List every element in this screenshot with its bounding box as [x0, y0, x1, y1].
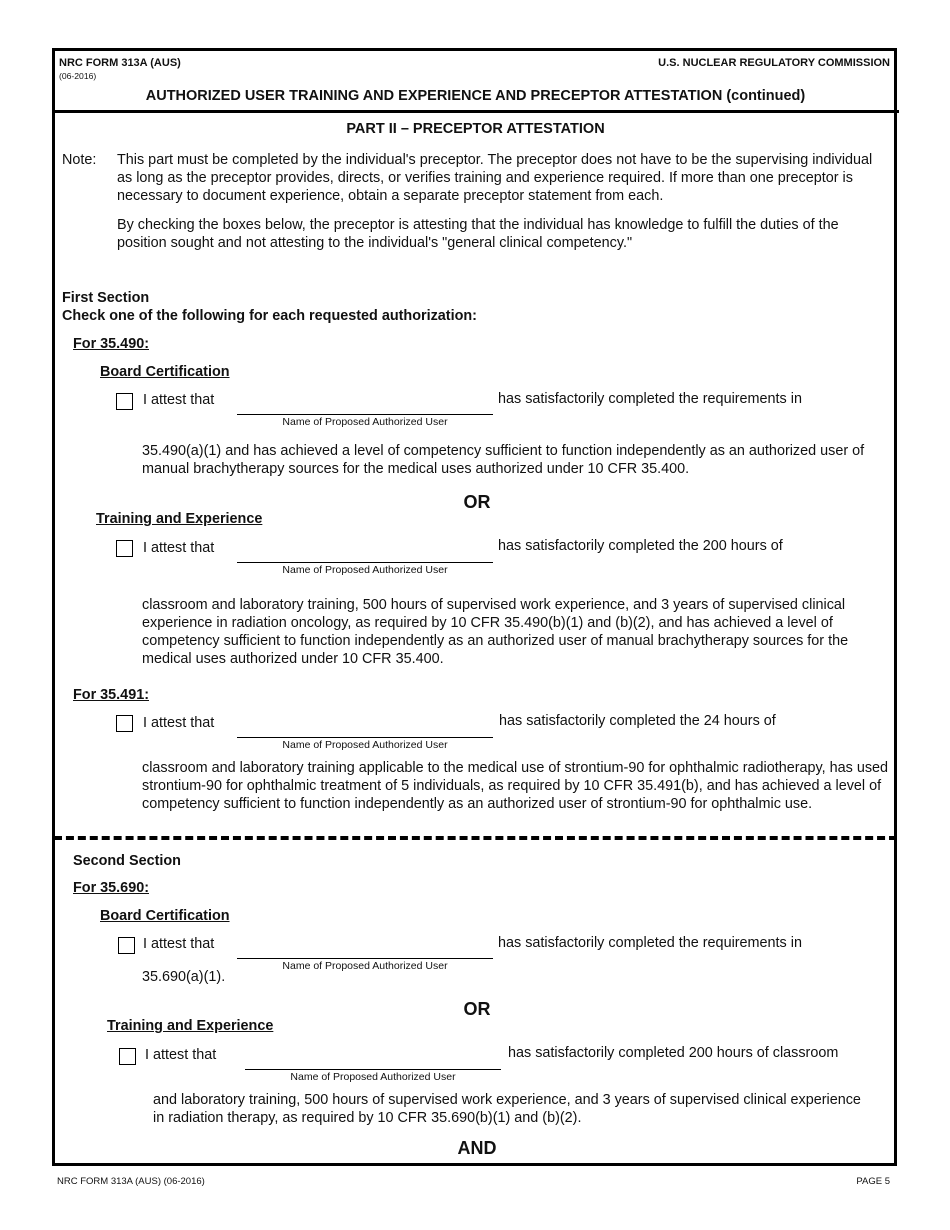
- checkbox-491[interactable]: [116, 715, 133, 732]
- training-body-690: and laboratory training, 500 hours of supervised work experience, and 3 years of supervised clinical experience in radiation therapy, as required by 10 CFR 35.690(b)(1) and (b)(2).: [153, 1092, 861, 1126]
- name-caption: Name of Proposed Authorized User: [282, 739, 448, 751]
- board-tail-690: has satisfactorily completed the requirements in: [498, 935, 802, 951]
- name-caption: Name of Proposed Authorized User: [282, 960, 448, 972]
- heading-35-491: For 35.491:: [73, 687, 149, 703]
- board-body-690: 35.690(a)(1).: [142, 969, 226, 985]
- attest-label: I attest that: [143, 715, 215, 731]
- form-id: NRC FORM 313A (AUS): [59, 57, 181, 69]
- heading-35-490: For 35.490:: [73, 336, 149, 352]
- training-experience-heading-490: Training and Experience: [96, 511, 263, 527]
- attest-label: I attest that: [143, 540, 215, 556]
- agency-name: U.S. NUCLEAR REGULATORY COMMISSION: [658, 57, 890, 69]
- name-field-490-training[interactable]: [237, 562, 493, 563]
- or-divider: OR: [463, 999, 491, 1019]
- board-certification-heading-490: Board Certification: [100, 364, 230, 380]
- second-section-title: Second Section: [73, 853, 181, 869]
- form-date: (06-2016): [59, 71, 97, 81]
- training-tail-490: has satisfactorily completed the 200 hours of: [498, 538, 783, 554]
- name-caption: Name of Proposed Authorized User: [282, 564, 448, 576]
- attest-label: I attest that: [145, 1047, 217, 1063]
- note-paragraph-1: This part must be completed by the individual's preceptor. The preceptor does not have to be the supervising individual as long as the preceptor provides, directs, or verifies training and experience required. If more than one preceptor is necessary to document experience, obtain a separate preceptor statement from each.: [117, 152, 873, 204]
- section-divider: [54, 836, 897, 840]
- checkbox-490-board[interactable]: [116, 393, 133, 410]
- name-caption: Name of Proposed Authorized User: [290, 1071, 456, 1083]
- checkbox-690-training[interactable]: [119, 1048, 136, 1065]
- page-number: PAGE 5: [856, 1176, 890, 1187]
- footer-form-id: NRC FORM 313A (AUS) (06-2016): [57, 1176, 205, 1187]
- board-certification-heading-690: Board Certification: [100, 908, 230, 924]
- note-paragraph-2: By checking the boxes below, the preceptor is attesting that the individual has knowledge to fulfill the duties of the position sought and not attesting to the individual's "general clinical competency.": [117, 217, 839, 251]
- first-section-instruction: Check one of the following for each requested authorization:: [62, 308, 477, 324]
- tail-491: has satisfactorily completed the 24 hours of: [499, 713, 776, 729]
- training-body-490: classroom and laboratory training, 500 hours of supervised work experience, and 3 years of supervised clinical experience in radiation oncology, as required by 10 CFR 35.490(b)(1) and (b)(2), and has achieved a level of competency sufficient to function independently as an authorized user of manual brachytherapy sources for the medical uses authorized under 10 CFR 35.400.: [142, 597, 849, 667]
- body-491: classroom and laboratory training applicable to the medical use of strontium-90 for ophthalmic radiotherapy, has used strontium-90 for ophthalmic treatment of 5 individuals, as required by 10 CFR 35.491(b), and has achieved a level of competency sufficient to function independently as an authorized user of strontium-90 for ophthalmic use.: [142, 760, 889, 812]
- name-caption: Name of Proposed Authorized User: [282, 416, 448, 428]
- part-title: PART II – PRECEPTOR ATTESTATION: [346, 121, 605, 137]
- first-section-title: First Section: [62, 290, 150, 306]
- board-tail-490: has satisfactorily completed the requirements in: [498, 391, 802, 407]
- or-divider: OR: [463, 492, 491, 512]
- heading-35-690: For 35.690:: [73, 880, 149, 896]
- training-experience-heading-690: Training and Experience: [107, 1018, 274, 1034]
- checkbox-690-board[interactable]: [118, 937, 135, 954]
- checkbox-490-training[interactable]: [116, 540, 133, 557]
- note-label: Note:: [62, 152, 97, 168]
- name-field-690-training[interactable]: [245, 1069, 501, 1070]
- name-field-490-board[interactable]: [237, 414, 493, 415]
- name-field-491[interactable]: [237, 737, 493, 738]
- form-title: AUTHORIZED USER TRAINING AND EXPERIENCE AND PRECEPTOR ATTESTATION (continued): [145, 88, 806, 104]
- attest-label: I attest that: [143, 392, 215, 408]
- board-body-490: 35.490(a)(1) and has achieved a level of competency sufficient to function independently as an authorized user of manual brachytherapy sources for the medical uses authorized under 10 CFR 35.400.: [142, 443, 865, 477]
- header-rule: [52, 110, 899, 113]
- name-field-690-board[interactable]: [237, 958, 493, 959]
- and-divider: AND: [457, 1138, 497, 1158]
- attest-label: I attest that: [143, 936, 215, 952]
- training-tail-690: has satisfactorily completed 200 hours of classroom: [508, 1045, 839, 1061]
